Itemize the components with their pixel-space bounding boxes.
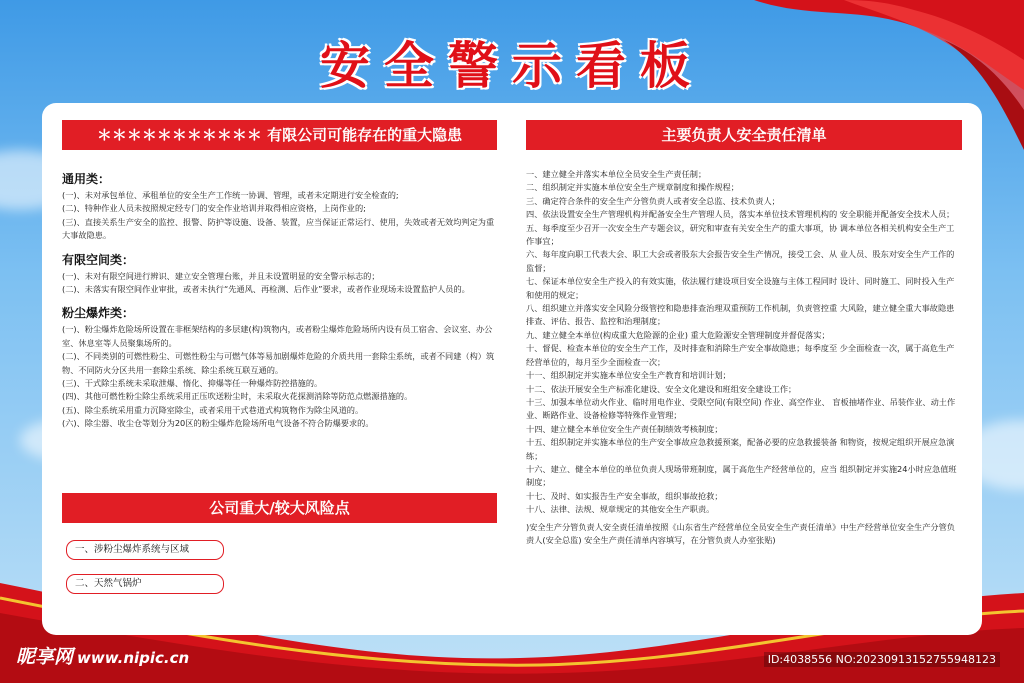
- hazard-item: (五)、除尘系统采用重力沉降室除尘，或者采用干式巷道式构筑物作为除尘风道的。: [62, 404, 364, 415]
- watermark-logo-text: 昵享网: [16, 646, 74, 668]
- hazards-banner: ＊＊＊＊＊＊＊＊＊＊＊ 有限公司可能存在的重大隐患: [62, 120, 497, 150]
- responsibility-item: 十六、建立、健全本单位的单位负责人现场带班制度，属于高危生产经营单位的，应当 组织制定并实施24小时应急值班制度；: [526, 463, 957, 488]
- responsibility-item: 九、建立健全本单位(构成重大危险源的企业) 重大危险源安全管理制度并督促落实；: [526, 329, 830, 340]
- responsibility-item: 十七、及时、如实报告生产安全事故，组织事故抢救；: [526, 490, 723, 501]
- responsibility-item: 五、每季度至少召开一次安全生产专题会议，研究和审查有关安全生产的重大事项，协 调本单位各相关机构安全生产工作事宜；: [526, 222, 955, 247]
- responsibility-item: 十三、加强本单位动火作业、临时用电作业、受限空间(有限空间) 作业、高空作业、 盲板抽堵作业、吊装作业、动土作业、断路作业、设备检修等特殊作业管理；: [526, 396, 956, 421]
- hazard-item: (一)、未对承包单位、承租单位的安全生产工作统一协调、管理，或者未定期进行安全检查的;: [62, 190, 399, 200]
- section-heading: 粉尘爆炸类：: [62, 306, 135, 321]
- responsibility-item: 三、确定符合条件的安全生产分管负责人或者安全总监、技术负责人；: [526, 195, 780, 206]
- watermark-id: ID:4038556 NO:20230913152755948123: [764, 652, 1000, 667]
- risk-points-banner: 公司重大/较大风险点: [62, 493, 497, 523]
- responsibility-item: 十二、依法开展安全生产标准化建设、安全文化建设和班组安全建设工作；: [526, 383, 797, 394]
- watermark-url: www.nipic.cn: [77, 649, 190, 667]
- hazard-item: (一)、未对有限空间进行辨识、建立安全管理台账，并且未设置明显的安全警示标志的；: [62, 270, 380, 281]
- responsibility-item: 一、建立健全并落实本单位全员安全生产责任制；: [526, 169, 707, 179]
- hazards-column: [62, 120, 497, 431]
- hazard-item: (二)、未落实有限空间作业审批，或者未执行“先通风、再检测、后作业”要求，或者作业现场未设置监护人员的。: [62, 284, 470, 295]
- hazard-item: (六)、除尘器、收尘仓等划分为20区的粉尘爆炸危险场所电气设备不符合防爆要求的。: [62, 418, 374, 429]
- hazard-item: (一)、粉尘爆炸危险场所设置在非框架结构的多层建(构)筑物内，或者粉尘爆炸危险场所内设有员工宿舍、会议室、办公室、休息室等人员聚集场所的。: [62, 324, 493, 348]
- risk-point-item: 一、涉粉尘爆炸系统与区域: [66, 540, 224, 560]
- responsibility-item: 七、保证本单位安全生产投入的有效实施，依法履行建设项目安全设施与主体工程同时 设计、同时施工、同时投入生产和使用的规定；: [526, 276, 955, 300]
- watermark-logo: [16, 642, 189, 669]
- responsibility-item: 十八、法律、法规、规章规定的其他安全生产职责。: [526, 504, 715, 515]
- responsibility-item: 十四、建立健全本单位安全生产责任制绩效考核制度；: [526, 423, 723, 434]
- responsibility-item: 四、依法设置安全生产管理机构并配备安全生产管理人员，落实本单位技术管理机构的 安全职能并配备安全技术人员；: [526, 209, 955, 220]
- responsibility-banner: 主要负责人安全责任清单: [526, 120, 962, 150]
- hazard-item: (二)、特种作业人员未按照规定经专门的安全作业培训并取得相应资格，上岗作业的;: [62, 203, 366, 214]
- hazard-item: (三)、直接关系生产安全的监控、报警、防护等设施、设备、装置，应当保证正常运行、使用，失效或者无效均判定为重大事故隐患。: [62, 216, 495, 241]
- responsibility-column: [526, 120, 962, 547]
- responsibility-item: 八、组织建立并落实安全风险分级管控和隐患排查治理双重预防工作机制，负责管控重 大风险，建立健全重大事故隐患排查、评估、报告、监控和治理制度；: [526, 303, 955, 327]
- section-heading: 有限空间类：: [62, 252, 135, 267]
- hazard-item: (四)、其他可燃性粉尘除尘系统采用正压吹送粉尘时，未采取火花探测消除等防范点燃源措施的。: [62, 391, 413, 402]
- hazard-item: (三)、干式除尘系统未采取泄爆、惰化、抑爆等任一种爆炸防控措施的。: [62, 378, 323, 389]
- board-title: 安全警示看板: [320, 37, 704, 95]
- responsibility-note: )安全生产分管负责人安全责任清单按照《山东省生产经营单位全员安全生产责任清单》中生产经营单位安全生产分管负责人(安全总监) 安全生产责任清单内容填写，在分管负责人办室张贴): [526, 521, 955, 545]
- risk-point-item: 二、天然气锅炉: [66, 574, 224, 594]
- responsibility-item: 十五、组织制定并实施本单位的生产安全事故应急救援预案，配备必要的应急救援装备 和物资，按规定组织开展应急演练；: [526, 437, 955, 461]
- section-heading: 通用类：: [62, 172, 111, 186]
- hazard-item: (二)、不同类别的可燃性粉尘、可燃性粉尘与可燃气体等易加剧爆炸危险的介质共用一套除尘系统，或者不同建（构）筑物、不同防火分区共用一套除尘系统、除尘系统互联互通的。: [62, 351, 495, 375]
- responsibility-item: 六、每年度向职工代表大会、职工大会或者股东大会报告安全生产情况，接受工会、从 业人员、股东对安全生产工作的监督；: [526, 249, 955, 273]
- responsibility-item: 二、组织制定并实施本单位安全生产规章制度和操作规程；: [526, 182, 739, 193]
- responsibility-item: 十一、组织制定并实施本单位安全生产教育和培训计划；: [526, 370, 731, 381]
- responsibility-item: 十、督促、检查本单位的安全生产工作，及时排查和消除生产安全事故隐患；每季度至 少全面检查一次，属于高危生产经营单位的，每月至少全面检查一次；: [526, 343, 955, 367]
